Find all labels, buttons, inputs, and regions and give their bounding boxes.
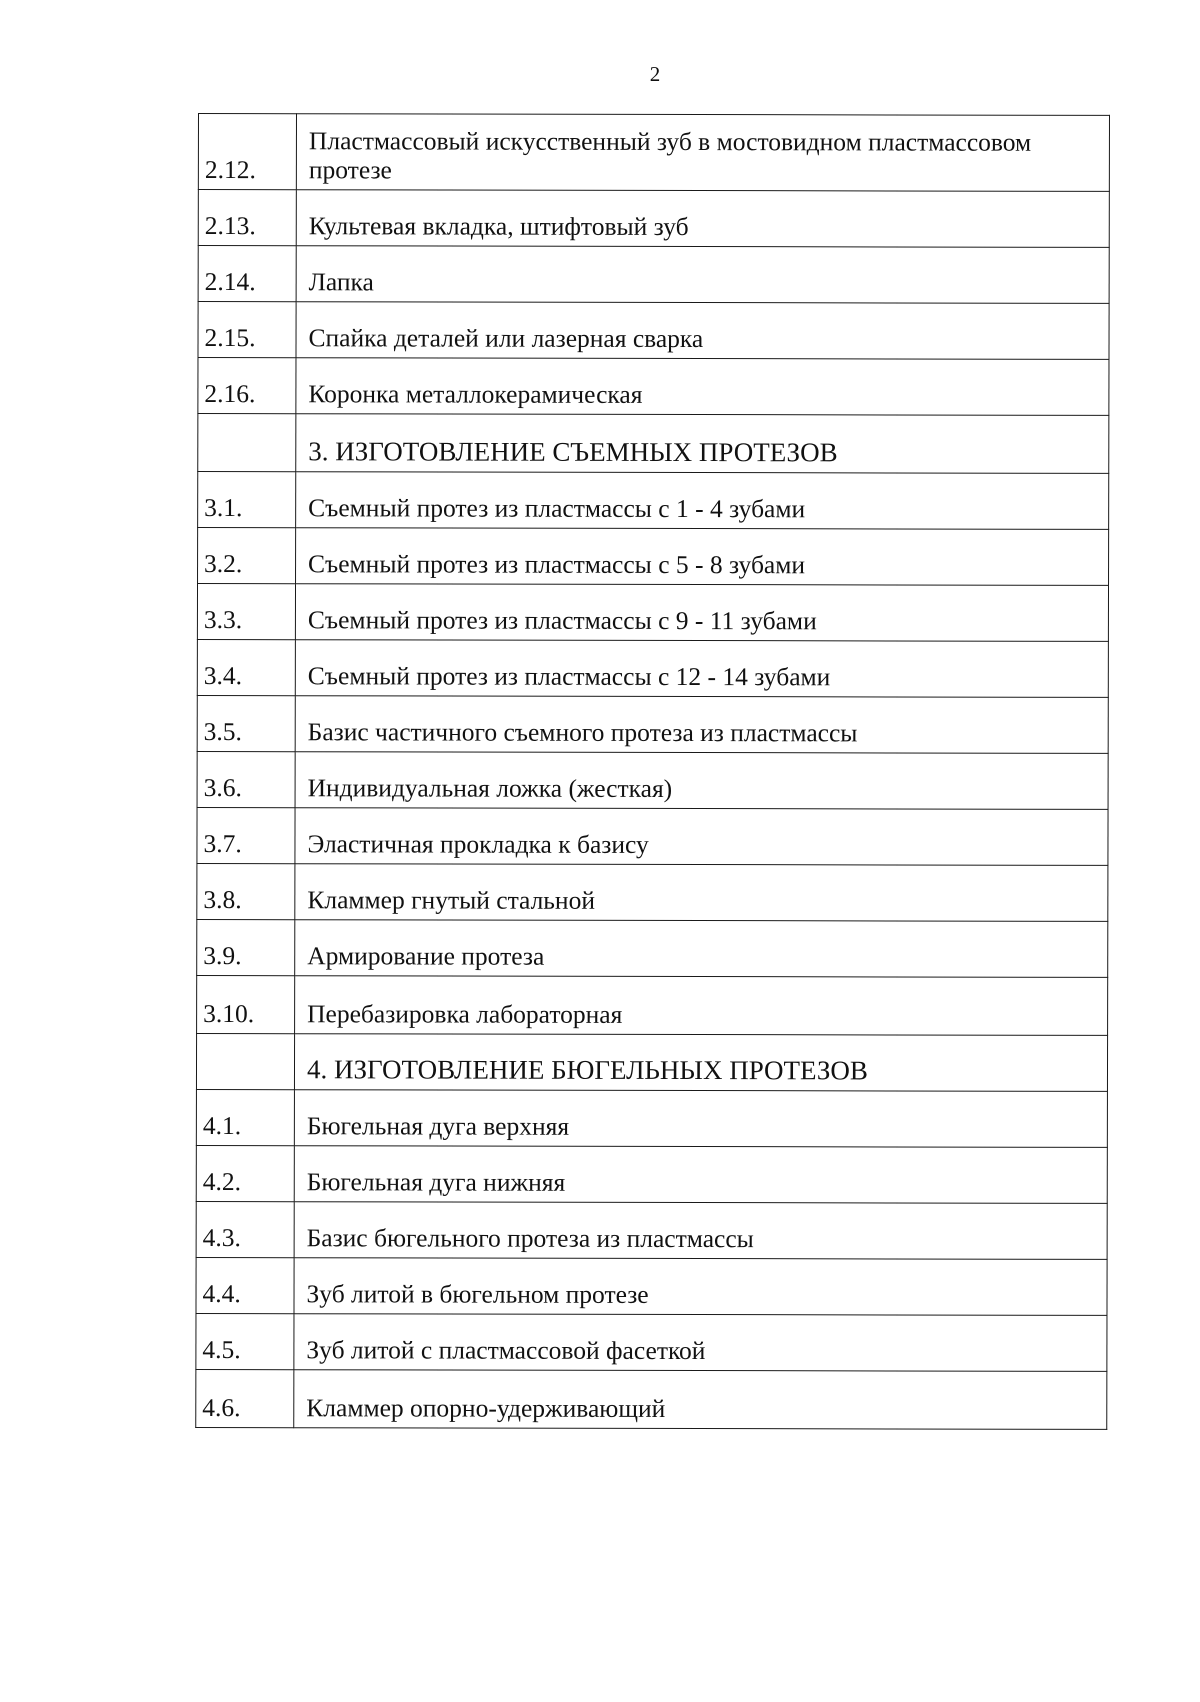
service-name: Кламмер опорно-удерживающий — [294, 1370, 1107, 1430]
row-number: 3.4. — [197, 639, 295, 695]
table-row — [196, 1089, 1107, 1147]
row-number: 2.16. — [198, 358, 296, 414]
table-row — [196, 1201, 1107, 1259]
service-name: Армирование протеза — [295, 920, 1108, 978]
row-number: 2.12. — [198, 114, 296, 190]
row-number: 4.3. — [196, 1201, 294, 1257]
table-row — [196, 1369, 1107, 1429]
table-row — [198, 246, 1109, 304]
row-number: 4.5. — [196, 1313, 294, 1369]
row-number: 3.5. — [197, 695, 295, 751]
service-name: Перебазировка лабораторная — [295, 976, 1108, 1036]
service-name: Базис бюгельного протеза из пластмассы — [294, 1202, 1107, 1260]
service-name: Спайка деталей или лазерная сварка — [296, 302, 1109, 360]
service-name: Съемный протез из пластмассы с 12 - 14 зубами — [295, 640, 1108, 698]
table-row — [197, 584, 1108, 642]
table-row — [197, 807, 1108, 865]
service-name: Съемный протез из пластмассы с 5 - 8 зубами — [296, 528, 1109, 586]
row-number: 3.7. — [197, 807, 295, 863]
service-name: Кламмер гнутый стальной — [295, 864, 1108, 922]
table-row — [198, 472, 1109, 530]
service-name: Эластичная прокладка к базису — [295, 808, 1108, 866]
row-number: 4.4. — [196, 1257, 294, 1313]
table-row — [197, 975, 1108, 1035]
table-row — [198, 114, 1109, 192]
service-name: Индивидуальная ложка (жесткая) — [295, 752, 1108, 810]
row-number: 4.6. — [196, 1369, 294, 1427]
table-row — [198, 302, 1109, 360]
service-name: Бюгельная дуга нижняя — [294, 1146, 1107, 1204]
table-row — [197, 863, 1108, 921]
section-header-row — [196, 1033, 1107, 1091]
row-number: 2.15. — [198, 302, 296, 358]
table-row — [196, 1257, 1107, 1315]
table-row — [197, 639, 1108, 697]
row-number: 4.1. — [196, 1089, 294, 1145]
table-row — [198, 358, 1109, 416]
service-name: Съемный протез из пластмассы с 1 - 4 зубами — [296, 472, 1109, 530]
table-row — [198, 190, 1109, 248]
section-title: 4. ИЗГОТОВЛЕНИЕ БЮГЕЛЬНЫХ ПРОТЕЗОВ — [294, 1034, 1107, 1092]
row-number — [196, 1033, 294, 1089]
row-number: 4.2. — [196, 1145, 294, 1201]
service-name: Зуб литой с пластмассовой фасеткой — [294, 1314, 1107, 1372]
row-number: 3.10. — [197, 975, 295, 1033]
row-number: 3.6. — [197, 751, 295, 807]
row-number: 3.3. — [197, 584, 295, 640]
table-body — [196, 114, 1110, 1430]
row-number: 3.8. — [197, 863, 295, 919]
table-row — [197, 919, 1108, 977]
table-row — [196, 1313, 1107, 1371]
row-number: 2.13. — [198, 190, 296, 246]
page-number: 2 — [649, 62, 661, 86]
row-number: 3.1. — [198, 472, 296, 528]
price-list-table — [195, 113, 1110, 1430]
service-name: Культевая вкладка, штифтовый зуб — [296, 190, 1109, 248]
table-row — [196, 1145, 1107, 1203]
row-number: 2.14. — [198, 246, 296, 302]
service-name: Бюгельная дуга верхняя — [294, 1090, 1107, 1148]
service-name: Зуб литой в бюгельном протезе — [294, 1258, 1107, 1316]
service-name: Базис частичного съемного протеза из пластмассы — [295, 696, 1108, 754]
table-row — [198, 528, 1109, 586]
row-number — [198, 414, 296, 472]
row-number: 3.2. — [198, 528, 296, 584]
service-name: Коронка металлокерамическая — [296, 358, 1109, 416]
service-name: Лапка — [296, 246, 1109, 304]
service-name: Съемный протез из пластмассы с 9 - 11 зубами — [295, 584, 1108, 642]
section-header-row — [198, 414, 1109, 474]
section-title: 3. ИЗГОТОВЛЕНИЕ СЪЕМНЫХ ПРОТЕЗОВ — [296, 414, 1109, 474]
table-row — [197, 751, 1108, 809]
table-row — [197, 695, 1108, 753]
row-number: 3.9. — [197, 919, 295, 975]
service-name: Пластмассовый искусственный зуб в мостовидном пластмассовом протезе — [296, 114, 1109, 192]
